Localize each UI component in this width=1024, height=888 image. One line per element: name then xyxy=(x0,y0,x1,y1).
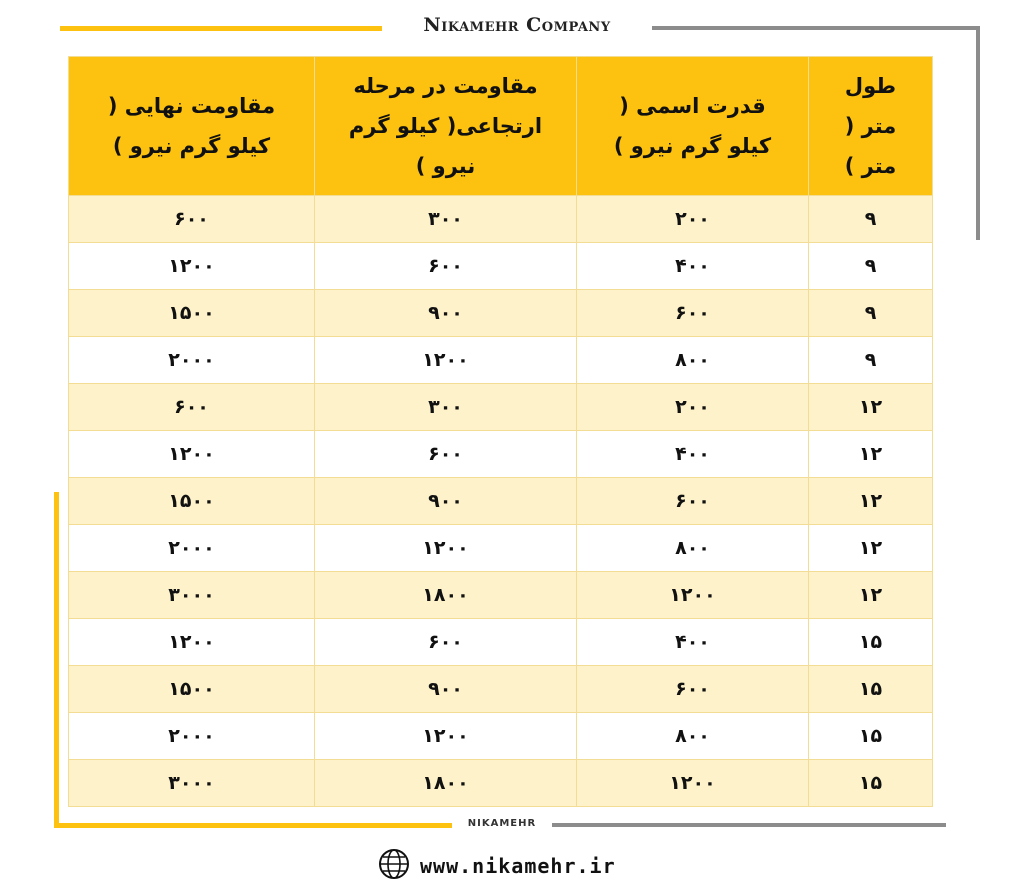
table-row xyxy=(69,525,933,572)
cell-rated-capacity: ۸۰۰ xyxy=(577,713,809,760)
frame-top-yellow-line xyxy=(60,26,382,31)
cell-ultimate-resistance: ۶۰۰ xyxy=(69,384,315,431)
header-elastic-resistance: مقاومت در مرحله ارتجاعی( کیلو گرم نیرو ) xyxy=(315,57,577,196)
cell-ultimate-resistance: ۱۵۰۰ xyxy=(69,666,315,713)
cell-elastic-resistance: ۱۸۰۰ xyxy=(315,760,577,807)
cell-elastic-resistance: ۳۰۰ xyxy=(315,384,577,431)
cell-length: ۱۲ xyxy=(809,478,933,525)
footer xyxy=(378,848,616,884)
cell-ultimate-resistance: ۱۲۰۰ xyxy=(69,243,315,290)
cell-elastic-resistance: ۹۰۰ xyxy=(315,290,577,337)
cell-length: ۱۲ xyxy=(809,431,933,478)
cell-length: ۱۵ xyxy=(809,713,933,760)
frame-right-gray-line xyxy=(976,26,980,240)
globe-icon xyxy=(378,848,410,884)
cell-ultimate-resistance: ۲۰۰۰ xyxy=(69,713,315,760)
page-title: Nikamehr Company xyxy=(423,14,611,36)
table-row xyxy=(69,196,933,243)
cell-length: ۱۵ xyxy=(809,760,933,807)
cell-elastic-resistance: ۱۲۰۰ xyxy=(315,713,577,760)
cell-length: ۹ xyxy=(809,243,933,290)
cell-rated-capacity: ۶۰۰ xyxy=(577,290,809,337)
cell-elastic-resistance: ۶۰۰ xyxy=(315,431,577,478)
frame-top-gray-line xyxy=(652,26,980,30)
cell-rated-capacity: ۴۰۰ xyxy=(577,619,809,666)
cell-length: ۱۵ xyxy=(809,619,933,666)
cell-elastic-resistance: ۹۰۰ xyxy=(315,478,577,525)
cell-ultimate-resistance: ۱۲۰۰ xyxy=(69,431,315,478)
table-row xyxy=(69,478,933,525)
cell-elastic-resistance: ۱۲۰۰ xyxy=(315,525,577,572)
cell-ultimate-resistance: ۱۲۰۰ xyxy=(69,619,315,666)
website-link[interactable]: www.nikamehr.ir xyxy=(420,854,616,878)
cell-rated-capacity: ۶۰۰ xyxy=(577,478,809,525)
frame-bottom-yellow-line xyxy=(54,823,452,828)
cell-rated-capacity: ۲۰۰ xyxy=(577,196,809,243)
table-row xyxy=(69,243,933,290)
header-length: طول متر ( متر ) xyxy=(809,57,933,196)
cell-rated-capacity: ۸۰۰ xyxy=(577,337,809,384)
cell-rated-capacity: ۶۰۰ xyxy=(577,666,809,713)
cell-rated-capacity: ۴۰۰ xyxy=(577,431,809,478)
table-row xyxy=(69,431,933,478)
header-ultimate-resistance: مقاومت نهایی ( کیلو گرم نیرو ) xyxy=(69,57,315,196)
cell-ultimate-resistance: ۲۰۰۰ xyxy=(69,337,315,384)
table-row xyxy=(69,666,933,713)
cell-ultimate-resistance: ۱۵۰۰ xyxy=(69,478,315,525)
header-rated-capacity: قدرت اسمی ( کیلو گرم نیرو ) xyxy=(577,57,809,196)
table-row xyxy=(69,337,933,384)
cell-length: ۱۲ xyxy=(809,384,933,431)
brand-subtitle: NIKAMEHR xyxy=(467,818,537,829)
frame-left-yellow-line xyxy=(54,492,59,828)
table-row xyxy=(69,384,933,431)
table-row xyxy=(69,290,933,337)
table-header-row xyxy=(69,57,933,196)
cell-rated-capacity: ۴۰۰ xyxy=(577,243,809,290)
cell-ultimate-resistance: ۳۰۰۰ xyxy=(69,572,315,619)
table-row xyxy=(69,713,933,760)
cell-ultimate-resistance: ۲۰۰۰ xyxy=(69,525,315,572)
cell-rated-capacity: ۱۲۰۰ xyxy=(577,572,809,619)
cell-length: ۹ xyxy=(809,337,933,384)
cell-ultimate-resistance: ۶۰۰ xyxy=(69,196,315,243)
cell-rated-capacity: ۸۰۰ xyxy=(577,525,809,572)
table-row xyxy=(69,760,933,807)
cell-length: ۹ xyxy=(809,196,933,243)
cell-elastic-resistance: ۹۰۰ xyxy=(315,666,577,713)
cell-length: ۱۲ xyxy=(809,572,933,619)
cell-rated-capacity: ۲۰۰ xyxy=(577,384,809,431)
cell-ultimate-resistance: ۱۵۰۰ xyxy=(69,290,315,337)
cell-rated-capacity: ۱۲۰۰ xyxy=(577,760,809,807)
cell-length: ۹ xyxy=(809,290,933,337)
cell-elastic-resistance: ۳۰۰ xyxy=(315,196,577,243)
cell-elastic-resistance: ۶۰۰ xyxy=(315,619,577,666)
cell-length: ۱۲ xyxy=(809,525,933,572)
cell-length: ۱۵ xyxy=(809,666,933,713)
cell-elastic-resistance: ۱۸۰۰ xyxy=(315,572,577,619)
cell-elastic-resistance: ۱۲۰۰ xyxy=(315,337,577,384)
specs-table xyxy=(68,56,933,807)
cell-ultimate-resistance: ۳۰۰۰ xyxy=(69,760,315,807)
table-row xyxy=(69,572,933,619)
table-row xyxy=(69,619,933,666)
frame-bottom-gray-line xyxy=(552,823,946,827)
cell-elastic-resistance: ۶۰۰ xyxy=(315,243,577,290)
